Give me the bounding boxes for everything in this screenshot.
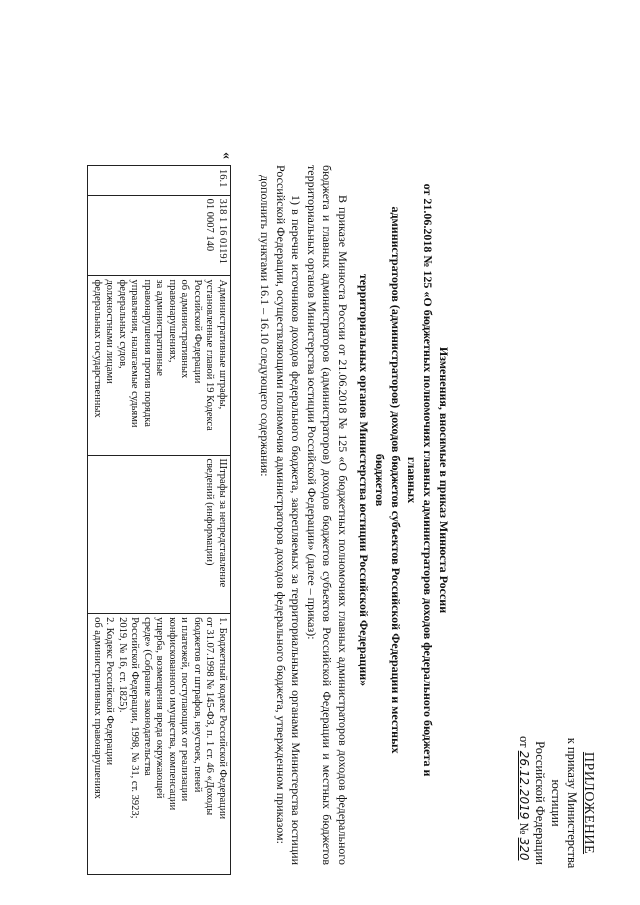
name-line: федеральных судов, [117, 279, 128, 369]
name-line: правонарушения против порядка [142, 279, 153, 427]
basis-line: об административных правонарушениях [92, 617, 103, 799]
document-heading [356, 180, 452, 780]
name-line: об административных [179, 279, 191, 379]
name-line: управления, налагаемые судьями [129, 279, 141, 428]
basis-line: конфискованного имущества, компенсации [167, 617, 178, 811]
name-line: за административные [154, 279, 166, 376]
basis-line: Российской Федерации, 1998, № 31, ст. 3923; [129, 617, 141, 819]
heading-line-3: администраторов (администраторов) доходов бюджетов субъектов Российской Федерации и местных бюджетов [373, 206, 403, 754]
name-line: должностными лицами [104, 279, 116, 384]
appendix-block [516, 718, 596, 888]
name-line: установленные главой 19 Кодекса [204, 279, 216, 431]
appendix-line-2: Российской Федерации [533, 741, 547, 865]
basis-line: и платежей, поступающих от реализации [179, 617, 191, 802]
date-prefix: от [517, 736, 531, 748]
document-body [257, 165, 350, 865]
code-line: 318 1 16 01191 [217, 198, 228, 264]
cell-income-name [88, 276, 231, 455]
cell-item-number: 16.1 [88, 166, 231, 196]
basis-line: среде» (Собрание законодательства [142, 617, 153, 776]
name-line: федеральных государственных [92, 279, 103, 418]
body-paragraph-1: В приказе Минюста России от 21.06.2018 № 125 «О бюджетных полномочиях главных администраторов доходов федерального бюджета и главных администраторов (администраторов) доходов бюджетов субъектов Российской Федерации и местных бюджетов территориальных органов Министерства юстиции Российской Федерации» (далее – приказ): [305, 165, 350, 865]
number-prefix: № [517, 822, 531, 835]
order-number: 320 [517, 837, 531, 861]
cell-income-source [88, 455, 231, 614]
basis-line: 1. Бюджетный кодекс Российской Федерации [217, 617, 228, 820]
basis-line: от 31.07.1998 № 145-ФЗ, п. 1 ст. 46 «Доходы [204, 617, 216, 816]
heading-line-1: Изменения, вносимые в приказ Минюста России [437, 346, 451, 614]
body-paragraph-2: 1) в перечне источников доходов федерального бюджета, закрепляемых за территориальными органами Министерства юстиции Российской Федерации, осуществляющими полномочия администраторов доходов федерального бюджета, утвержденном приказом: [274, 165, 304, 865]
basis-line: ущерба, возмещения вреда окружающей [154, 617, 166, 799]
basis-line: бюджетов от штрафов, неустоек, пеней [192, 617, 203, 793]
source-line: сведений (информации) [204, 458, 216, 566]
source-line: Штрафы за непредставление [217, 458, 228, 588]
cell-budget-code [88, 195, 231, 276]
heading-line-4: территориальных органов Министерства юстиции Российской Федерации» [357, 273, 371, 687]
order-date: 26.12.2019 [517, 750, 531, 820]
cell-legal-basis [88, 614, 231, 875]
table-row [88, 166, 231, 875]
appendix-line-1: к приказу Министерства юстиции [549, 737, 579, 869]
appendix-title: ПРИЛОЖЕНИЕ [581, 751, 596, 855]
basis-line: 2. Кодекс Российской Федерации [104, 617, 116, 766]
amendment-table [88, 165, 232, 875]
heading-line-2: от 21.06.2018 № 125 «О бюджетных полномочиях главных администраторов доходов федерального бюджета и главных [405, 183, 435, 777]
body-paragraph-3: дополнить пунктами 16.1 – 16.10 следующего содержания: [258, 175, 273, 477]
opening-quote: « [219, 152, 234, 159]
appendix-date-row [516, 718, 532, 888]
name-line: Российской Федерации [192, 279, 203, 384]
code-line: 01 0007 140 [204, 198, 216, 252]
name-line: Административные штрафы, [217, 279, 228, 410]
basis-line: 2019, № 16, ст. 1825). [117, 617, 128, 713]
name-line: правонарушениях, [167, 279, 178, 363]
